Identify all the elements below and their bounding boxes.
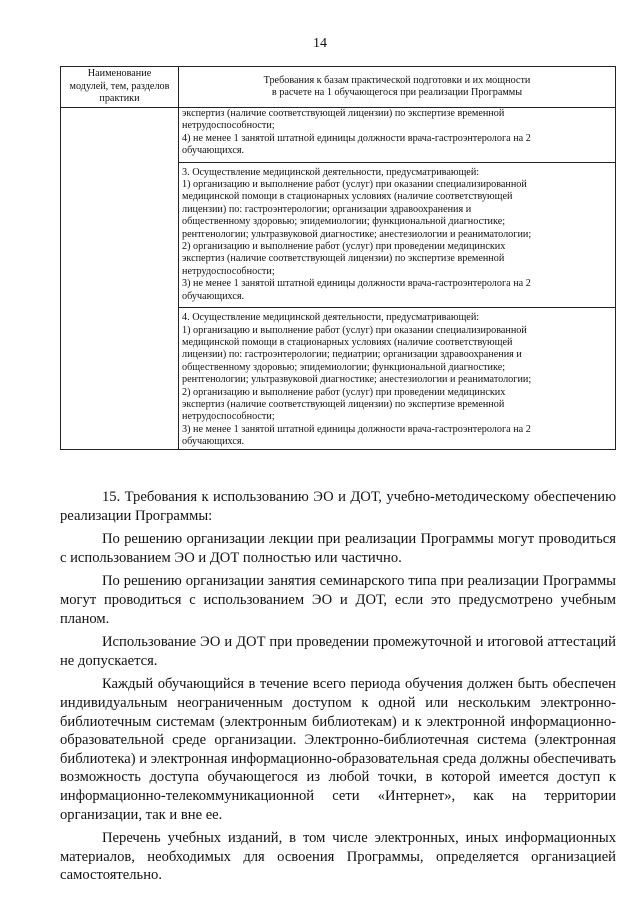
block-line: медицинской помощи в стационарных условиях (наличие соответствующей	[182, 191, 513, 203]
block-line: 1) организацию и выполнение работ (услуг) при оказании специализированной	[182, 179, 527, 191]
paragraph-seminars: По решению организации занятия семинарского типа при реализации Программы могут проводиться с использованием ЭО и ДОТ, если это предусмотрено учебным планом.	[60, 573, 616, 627]
block-line: 2) организацию и выполнение работ (услуг) при проведении медицинских	[182, 241, 506, 253]
block-line: 3) не менее 1 занятой штатной единицы должности врача-гастроэнтеролога на 2	[182, 423, 531, 435]
block-line: нетрудоспособности;	[182, 265, 275, 277]
paragraph-attestation: Использование ЭО и ДОТ при проведении промежуточной и итоговой аттестаций не допускается.	[60, 634, 616, 669]
block-line: обучающихся.	[182, 290, 245, 302]
block-line: экспертиз (наличие соответствующей лицензии) по экспертизе временной	[182, 398, 505, 410]
block-line: экспертиз (наличие соответствующей лицензии) по экспертизе временной	[182, 108, 505, 119]
block-line: 3) не менее 1 занятой штатной единицы должности врача-гастроэнтеролога на 2	[182, 278, 531, 290]
requirements-cell	[179, 108, 616, 450]
paragraph-publications: Перечень учебных изданий, в том числе электронных, иных информационных материалов, необходимых для освоения Программы, определяется организацией самостоятельно.	[60, 830, 616, 884]
block-line: экспертиз (наличие соответствующей лицензии) по экспертизе временной	[182, 253, 505, 265]
header-line: практики	[99, 93, 140, 105]
header-requirements	[179, 67, 616, 108]
table-row	[61, 108, 616, 450]
block-line: общественному здоровью; эпидемиологии; функциональной диагностике;	[182, 216, 506, 228]
block-line: 4) не менее 1 занятой штатной единицы должности врача-гастроэнтеролога на 2	[182, 132, 531, 144]
block-line: 4. Осуществление медицинской деятельности, предусматривающей:	[182, 312, 480, 324]
requirements-block-2	[182, 167, 612, 303]
requirements-block-3	[182, 312, 612, 448]
block-line: обучающихся.	[182, 436, 245, 448]
block-line: медицинской помощи в стационарных условиях (наличие соответствующей	[182, 336, 513, 348]
block-line: рентгенологии; ультразвуковой диагностике; анестезиологии и реаниматологии;	[182, 374, 532, 386]
body-text	[60, 488, 616, 890]
block-line: общественному здоровью; эпидемиологии; функциональной диагностике;	[182, 361, 506, 373]
header-line: в расчете на 1 обучающегося при реализации Программы	[271, 87, 523, 98]
header-line: модулей, тем, разделов	[69, 80, 170, 92]
header-module-name	[61, 67, 179, 108]
divider	[179, 162, 615, 163]
block-line: 3. Осуществление медицинской деятельности, предусматривающей:	[182, 166, 480, 178]
table-header-row	[61, 67, 616, 108]
page-number: 14	[313, 36, 327, 51]
block-line: лицензии) по: гастроэнтерологии; педиатрии; организации здравоохранения и	[182, 349, 522, 361]
block-line: 1) организацию и выполнение работ (услуг) при оказании специализированной	[182, 324, 527, 336]
header-line: Требования к базам практической подготовки и их мощности	[263, 74, 531, 86]
block-line: нетрудоспособности;	[182, 411, 275, 423]
requirements-block-1	[182, 108, 612, 158]
block-line: 2) организацию и выполнение работ (услуг) при проведении медицинских	[182, 386, 506, 398]
block-line: нетрудоспособности;	[182, 120, 275, 132]
paragraph-lectures: По решению организации лекции при реализации Программы могут проводиться с использованием ЭО и ДОТ полностью или частично.	[60, 531, 616, 566]
header-line: Наименование	[87, 68, 152, 80]
divider	[179, 307, 615, 308]
requirements-table	[60, 66, 616, 450]
paragraph-library-access: Каждый обучающийся в течение всего периода обучения должен быть обеспечен индивидуальным неограниченным доступом к одной или нескольким электронно-библиотечным системам (электронным библиотекам) и к электронной информационно-образовательной среде организации. Электронно-библиотечная система (электронная библиотека) и электронная информационно-образовательная среда должны обеспечивать возможность доступа обучающегося из любой точки, в которой имеется доступ к информационно-телекоммуникационной сети «Интернет», как на территории организации, так и вне ее.	[60, 676, 616, 823]
module-cell	[61, 108, 179, 450]
block-line: рентгенологии; ультразвуковой диагностике; анестезиологии и реаниматологии;	[182, 228, 532, 240]
block-line: лицензии) по: гастроэнтерологии; организации здравоохранения и	[182, 203, 472, 215]
block-line: обучающихся.	[182, 145, 245, 157]
paragraph-requirements-heading: 15. Требования к использованию ЭО и ДОТ, учебно-методическому обеспечению реализации Программы:	[60, 489, 616, 524]
